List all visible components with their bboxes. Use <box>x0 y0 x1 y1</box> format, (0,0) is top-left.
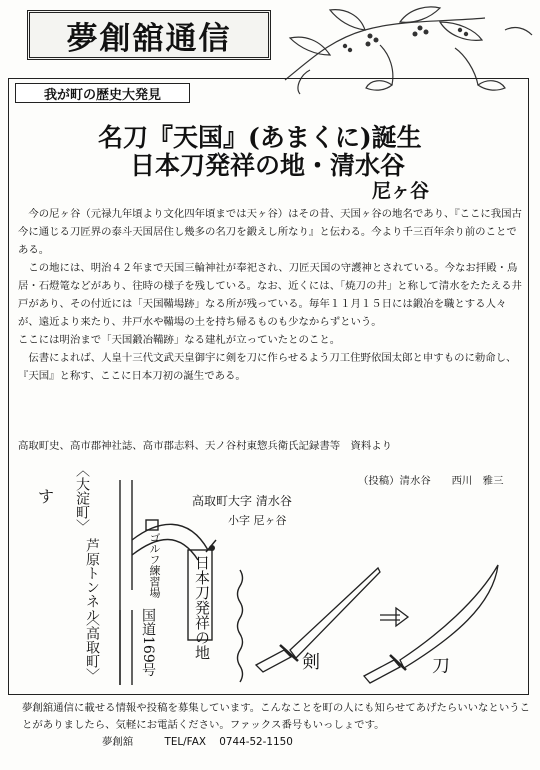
takatori-town-label: 〈高取町〉 <box>84 612 100 682</box>
footer-message: 夢創舘通信に載せる情報や投稿を募集しています。こんなことを町の人にも知らせてあげたらいいなということがありましたら、気軽にお電話ください。ファックス番号もいっしょです。 <box>22 702 530 731</box>
article-paragraph: この地には、明治４２年まで天国三輪神社が奉祀され、刀匠天国の守護神とされている。今なお拝殿・鳥居・石燈篭などがあり、往時の様子を残している。なお、近くには、「焼刀の井」と称して清水をたたえる井戸があり、その付近には「天国鞴場跡」なる所が残っている。毎年１１月１５日には鍛冶を職とする人々が、遠近より来たり、井戸水や鞴場の土を持ち帰るものも少なからずという。 <box>18 262 522 328</box>
footer-org: 夢創舘 <box>102 736 134 748</box>
contributor-line: （投稿）清水谷 西川 雅三 <box>358 475 504 487</box>
sources-line: 高取町史、高市郡神社誌、高市郡志料、天ノ谷村東惣兵衛氏記録書等 資料より <box>18 440 393 452</box>
katana-label: 刀 <box>432 656 450 677</box>
article-paragraph: 今の尼ヶ谷（元禄九年頃より文化四年頃までは天ヶ谷）はその昔、天国ヶ谷の地名であり、『ここに我国古今に通じる刀匠界の泰斗天国居住し幾多の名刀を鍛えし所なり』と伝わる。今より千三百年余り前のことである。 <box>18 208 522 256</box>
ozodo-town-label: 〈大淀町〉 <box>74 463 90 533</box>
article-paragraph: 伝書によれば、人皇十三代文武天皇御宇に剣を刀に作らせるよう刀工住野依国太郎と申すものに勅命し、『天国』と称す、ここに日本刀初の誕生である。 <box>18 352 517 382</box>
golf-range-label: ゴルフ練習場 <box>148 532 161 598</box>
section-label: 我が町の歴史大発見 <box>15 83 190 103</box>
footer-contact-label: TEL/FAX <box>164 736 206 748</box>
route-169-label: 国道169号 <box>140 608 156 677</box>
sword-label: 剣 <box>302 652 320 673</box>
birthplace-label: 日本刀発祥の地 <box>193 555 211 660</box>
tunnel-label: 芦原トンネル <box>84 538 100 622</box>
masthead-title: 夢創舘通信 <box>27 10 271 60</box>
katana-illustration <box>364 565 498 683</box>
footer-phone: 0744-52-1150 <box>219 736 293 748</box>
address-line-1: 高取町大字 清水谷 <box>192 494 292 508</box>
north-mark: す <box>38 487 55 506</box>
headline-line-3: 尼ヶ谷 <box>372 180 430 202</box>
footer-notice <box>22 700 532 751</box>
headline-line-1: 名刀『天国』(あまくに)誕生 <box>98 123 422 152</box>
article-paragraph: ここには明治まで「天国鍛冶鞴跡」なる建札が立っていたとのこと。 <box>18 334 341 346</box>
article-body <box>18 205 523 385</box>
address-line-2: 小字 尼ヶ谷 <box>228 514 287 527</box>
headline-line-2: 日本刀発祥の地・清水谷 <box>130 151 406 180</box>
